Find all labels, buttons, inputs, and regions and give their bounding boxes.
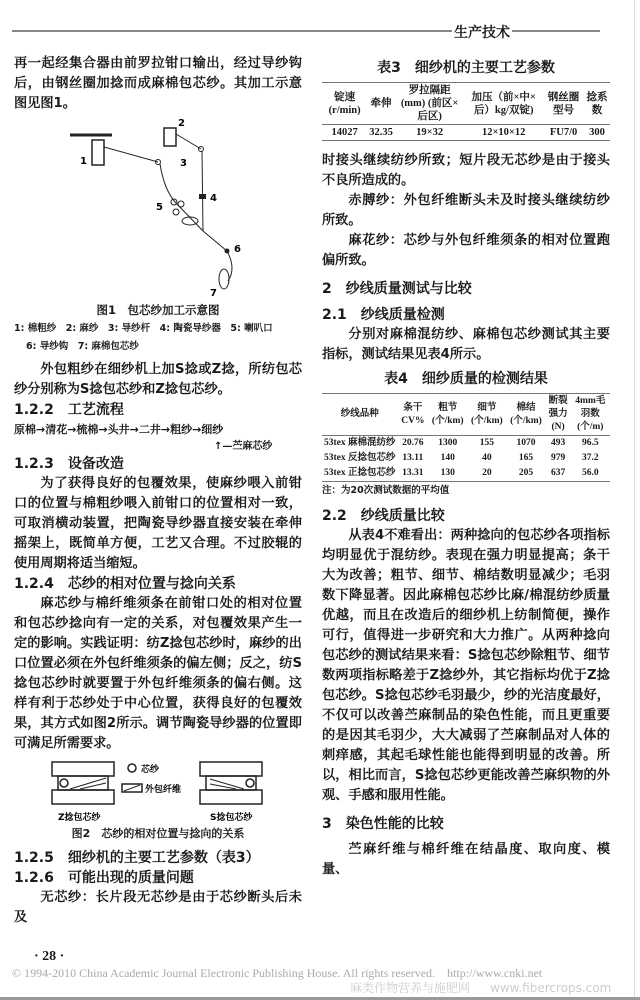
fig2-label-s: S捻包芯纱 (210, 813, 253, 823)
figure-1-legend-2: 6: 导纱钩 7: 麻棉包芯纱 (26, 341, 139, 352)
table-cell: 37.2 (581, 453, 599, 463)
left-column (14, 54, 302, 928)
table-4-header: 棉结(个/km) (510, 402, 542, 426)
paragraph-1-2-3: 为了获得良好的包覆效果，使麻纱喂入前钳口的位置与棉粗纱喂入前钳口的位置相对一致，可取消横动装置，把陶瓷导纱器直接安装在牵伸摇架上，既简单方便，工艺又合理。不过胶辊的使用周期将适当缩短。 (14, 476, 302, 571)
table-4-header: 细节(个/km) (471, 402, 503, 426)
table-cell: 300 (589, 127, 605, 138)
heading-1-2-6: 1.2.6 可能出现的质量问题 (14, 870, 194, 886)
table-cell: 20.76 (402, 438, 424, 448)
table-4-header: 粗节(个/km) (431, 402, 464, 426)
table-cell: 40 (482, 453, 492, 463)
page-right-edge (634, 0, 635, 1000)
process-flow-branch: ↑—苎麻芯纱 (214, 441, 273, 452)
section-header: 生产技术 (454, 25, 510, 41)
table-row (322, 436, 610, 452)
table-cell: 637 (550, 468, 566, 478)
paragraph-1-2-4: 麻芯纱与棉纤维须条在前钳口处的相对位置和包芯纱捻向有一定的关系，对包覆效果产生一定的影响。实践证明：纺Z捻包芯纱时，麻纱的出口位置必须在外包纤维须条的偏左侧；反之，纺S捻包芯纱时就要置于外包纤维须条的偏右侧。这样有利于芯纱处于中心位置，获得良好的包覆效果，其方式如图2所示。调节陶瓷导纱器的位置即可满足所需要求。 (14, 596, 302, 751)
table-3-header: 加压（前×中×后）kg/双锭) (471, 91, 536, 116)
figure-2-caption: 图2 芯纱的相对位置与捻向的关系 (71, 827, 245, 840)
watermark-line-2: www.fibercrops.com (490, 981, 612, 995)
table-cell: 20 (482, 468, 492, 478)
copyright-line: © 1994-2010 China Academic Journal Electronic Publishing House. All rights reserved. http://www.cnki.net (12, 966, 543, 980)
table-cell: 56.0 (581, 468, 599, 478)
continuation-paragraph: 时接头继续纺纱所致；短片段无芯纱是由于接头不良所造成的。 (322, 153, 610, 188)
table-3-header: 钢丝圈型号 (547, 91, 580, 116)
intro-paragraph: 再一起经集合器由前罗拉钳口输出，经过导纱钩后，由钢丝圈加捻而成麻棉包芯纱。其加工示意图见图1。 (14, 56, 302, 111)
table-cell: 493 (550, 438, 566, 448)
fig1-label-2: 2 (178, 118, 185, 129)
heading-2-2: 2.2 纱线质量比较 (322, 508, 445, 524)
table-cell: 13.31 (402, 468, 424, 478)
table-4-header: 纱线品种 (340, 409, 379, 419)
watermark-line-1: 麻类作物营养与施肥网 (350, 981, 471, 995)
fig2-legend-core: 芯纱 (141, 765, 160, 775)
table-cell: 53tex 麻棉混纺纱 (324, 438, 396, 448)
paragraph-1-2-6: 无芯纱：长片段无芯纱是由于芯纱断头后未及 (14, 890, 302, 925)
heading-2: 2 纱线质量测试与比较 (322, 281, 472, 297)
heading-3: 3 染色性能的比较 (322, 816, 444, 832)
right-column (322, 58, 610, 880)
heading-2-1: 2.1 纱线质量检测 (322, 307, 445, 323)
table-cell: 165 (518, 453, 534, 463)
table-3-title: 表3 细纱机的主要工艺参数 (377, 60, 555, 76)
table-4-header: 4mm毛羽数(个/m) (575, 396, 606, 432)
page-number: · 28 · (34, 949, 65, 964)
figure-1-diagram (60, 114, 280, 300)
fig1-label-6: 6 (234, 244, 241, 255)
table-4-header: 条干CV% (401, 402, 425, 426)
paragraph-2-2: 从表4不难看出：两种捻向的包芯纱各项指标均明显优于混纺纱。表现在强力明显提高；条干大为改善；粗节、细节、棉结数明显减少；毛羽数下降显著。因此麻棉包芯纱比麻/棉混纺纱质量优越，而且在改造后的细纱机上纺制简便，操作可行，值得进一步研究和大力推广。从两种捻向包芯纱的测试结果来看：S捻包芯纱除粗节、细节数两项指标略差于Z捻纱外，其它指标均优于Z捻包芯纱。S捻包芯纱毛羽最少，纱的光洁度最好，不仅可以改善苎麻制品的染色性能，而且更重要的是因其毛羽少，大大减弱了苎麻制品对人体的刺痒感，其起毛球性能也能得到明显的改善。所以，相比而言，S捻包芯纱更能改善苎麻织物的外观、手感和服用性能。 (322, 528, 610, 803)
table-row (322, 451, 610, 466)
table-cell: 96.5 (581, 438, 599, 448)
process-flow: 原棉→清花→梳棉→头井→二井→粗纱→细纱 (14, 423, 224, 436)
twist-paragraph: 外包粗纱在细纱机上加S捻或Z捻，所纺包芯纱分别称为S捻包芯纱和Z捻包芯纱。 (14, 362, 302, 397)
heading-1-2-4: 1.2.4 芯纱的相对位置与捻向关系 (14, 576, 236, 592)
table-cell: 155 (479, 438, 495, 448)
figure-1-caption: 图1 包芯纱加工示意图 (96, 303, 220, 317)
fig1-label-1: 1 (80, 156, 87, 167)
table-3-header: 罗拉隔距 (mm) (前区×后区) (400, 85, 459, 122)
table-3-header: 牵伸 (370, 98, 392, 109)
table-cell: 53tex 反捻包芯纱 (324, 453, 396, 463)
table-cell: 19×32 (416, 127, 444, 138)
fig1-label-3: 3 (180, 158, 187, 169)
table-cell: 53tex 正捻包芯纱 (324, 468, 396, 478)
fig1-label-7: 7 (210, 288, 217, 299)
table-4 (322, 393, 610, 482)
table-cell: 13.11 (402, 453, 424, 463)
paragraph-2-1: 分别对麻棉混纺纱、麻棉包芯纱测试其主要指标，测试结果见表4所示。 (322, 327, 610, 362)
table-row (322, 125, 610, 141)
table-4-note: 注：为20次测试数据的平均值 (322, 485, 450, 496)
table-cell: FU7/0 (549, 127, 578, 138)
fig1-label-4: 4 (210, 193, 217, 204)
fig2-label-z: Z捻包芯纱 (58, 813, 101, 823)
figure-2-diagram (40, 756, 280, 824)
twisted-yarn-paragraph: 麻花纱：芯纱与外包纤维须条的相对位置跑偏所致。 (322, 233, 610, 268)
table-cell: 1070 (516, 438, 536, 448)
table-cell: 12×10×12 (481, 127, 526, 138)
table-3-header: 锭速 (r/min) (328, 91, 361, 116)
header-rule-left (12, 30, 452, 32)
table-4-header: 断裂强力(N) (548, 396, 568, 432)
table-cell: 205 (518, 468, 534, 478)
table-cell: 14027 (331, 127, 358, 138)
table-4-title: 表4 细纱质量的检测结果 (384, 371, 548, 387)
table-3 (322, 82, 610, 141)
paragraph-3: 苎麻纤维与棉纤维在结晶度、取向度、模量、 (322, 842, 610, 877)
figure-1-legend-1: 1: 棉粗纱 2: 麻纱 3: 导纱杆 4: 陶瓷导纱器 5: 喇叭口 (14, 323, 273, 334)
table-row (322, 466, 610, 482)
heading-1-2-5: 1.2.5 细纱机的主要工艺参数（表3） (14, 850, 260, 866)
table-3-header: 捻系数 (586, 91, 608, 116)
table-cell: 979 (550, 453, 566, 463)
table-cell: 1300 (438, 438, 458, 448)
table-cell: 140 (440, 453, 455, 463)
fig2-legend-wrap: 外包纤维 (145, 785, 182, 795)
table-cell: 32.35 (369, 127, 393, 138)
table-cell: 130 (440, 468, 455, 478)
bare-yarn-paragraph: 赤膊纱：外包纤维断头未及时接头继续纺纱所致。 (322, 193, 610, 228)
heading-1-2-3: 1.2.3 设备改造 (14, 456, 124, 472)
header-rule-right (512, 30, 600, 32)
heading-1-2-2: 1.2.2 工艺流程 (14, 402, 124, 418)
fig1-label-5: 5 (156, 202, 163, 213)
